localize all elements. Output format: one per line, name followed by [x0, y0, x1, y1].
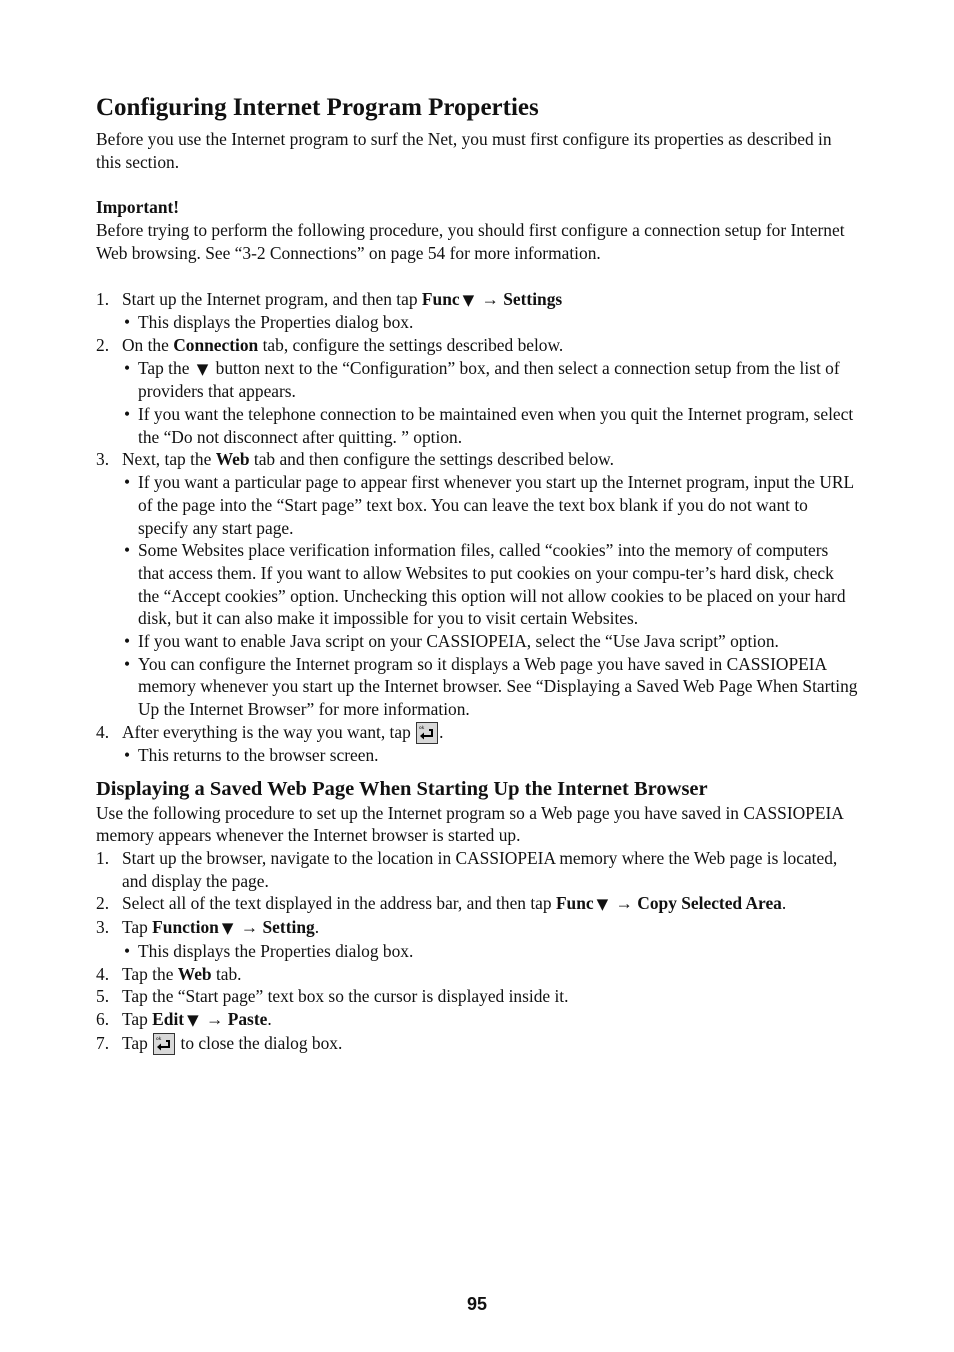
procedure-list-2 [96, 847, 858, 1055]
list-item: • Some Websites place verification information files, called “cookies” into the memory of computers that access them. If you want to allow Websites to put cookies on your compu-ter’s hard disk, check the “Accept cookies” option. Unchecking this option will not allow cookies to be placed on your hard disk, but it can also make it impossible for you to visit certain Websites. [122, 539, 858, 630]
list-item: • You can configure the Internet program so it displays a Web page you have saved in CASSIOPEIA memory whenever you start up the Internet browser. See “Displaying a Saved Web Page When Starting Up the Internet Browser” for more information. [122, 653, 858, 721]
triangle-down-icon: ▼ [596, 895, 609, 914]
page-number: 95 [466, 1294, 488, 1314]
list-item: • If you want to enable Java script on your CASSIOPEIA, select the “Use Java script” option. [122, 630, 858, 653]
step-6: 6. Tap Edit ▼ → Paste. [96, 1008, 272, 1029]
procedure-list [96, 288, 858, 767]
page-content [96, 92, 858, 1055]
triangle-down-icon: ▼ [462, 290, 475, 309]
subsection-intro: Use the following procedure to set up the Internet program so a Web page you have saved in CASSIOPEIA memory appears whenever the Internet browser is started up. [96, 802, 843, 846]
step-3: 3. Next, tap the Web tab and then configure the settings described below. • If you want a particular page to appear first whenever you start up the Internet program, input the URL of the page into the “Start page” text box. You can leave the text box blank if you do not want to specify any start page. • Some Websites place verification information files, called “cookies” into the memory of computers that access them. If you want to allow Websites to put cookies on your compu-ter’s hard disk, check the “Accept cookies” option. Unchecking this option will not allow cookies to be placed on your hard disk, but it can also make it impossible for you to visit certain Websites. • If you want to enable Java script on your CASSIOPEIA, select the “Use Java script” option. • You can configure the Internet program so it displays a Web page you have saved in CASSIOPEIA memory whenever you start up the Internet browser. See “Displaying a Saved Web Page When Starting Up the Internet Browser” for more information. [96, 448, 858, 720]
triangle-down-icon: ▼ [187, 1010, 199, 1029]
triangle-down-icon: ▼ [196, 359, 209, 378]
step-5: 5. Tap the “Start page” text box so the cursor is displayed inside it. [96, 986, 569, 1007]
section-title: Configuring Internet Program Properties [96, 94, 539, 121]
section-intro: Before you use the Internet program to surf the Net, you must first configure its properties as described in this section. [96, 129, 832, 172]
step-4: 4. After everything is the way you want, tap ok . • This returns to the browser screen. [96, 721, 858, 767]
list-item: • If you want a particular page to appear first whenever you start up the Internet program, input the URL of the page into the “Start page” text box. You can leave the text box blank if you do not want to specify any start page. [122, 471, 858, 539]
step-3: 3. Tap Function ▼ → Setting. • This displays the Properties dialog box. [96, 916, 858, 962]
important-label: Important! [96, 197, 180, 218]
triangle-down-icon: ▼ [221, 919, 234, 938]
subsection-title: Displaying a Saved Web Page When Starting Up the Internet Browser [96, 777, 708, 800]
ok-return-icon[interactable] [416, 722, 438, 744]
step-2: 2. Select all of the text displayed in the address bar, and then tap Func ▼ → Copy Selected Area. [96, 893, 787, 914]
step-1: 1. Start up the browser, navigate to the location in CASSIOPEIA memory where the Web page is located, and display the page. [96, 847, 838, 891]
important-text: Before trying to perform the following procedure, you should first configure a connection setup for Internet Web browsing. See “3-2 Connections” on page 54 for more information. [96, 220, 845, 263]
list-item: • This displays the Properties dialog box. [122, 311, 858, 334]
svg-text:ok: ok [156, 1036, 162, 1042]
list-item: • If you want the telephone connection to be maintained even when you quit the Internet program, select the “Do not disconnect after quitting. ” option. [122, 403, 858, 448]
list-item: • Tap the ▼ button next to the “Configuration” box, and then select a connection setup from the list of providers that appears. [122, 357, 858, 403]
list-item: • This returns to the browser screen. [122, 744, 858, 767]
ok-return-icon[interactable] [153, 1033, 175, 1055]
step-7: 7. Tap ok to close the dialog box. [96, 1032, 343, 1053]
svg-text:ok: ok [419, 725, 425, 731]
list-item: • This displays the Properties dialog box. [122, 940, 858, 963]
step-4: 4. Tap the Web tab. [96, 963, 242, 984]
step-2: 2. On the Connection tab, configure the settings described below. • Tap the ▼ button next to the “Configuration” box, and then select a connection setup from the list of providers that appears. • If you want the telephone connection to be maintained even when you quit the Internet program, select the “Do not disconnect after quitting. ” option. [96, 334, 858, 449]
step-1: 1. Start up the Internet program, and then tap Func ▼ → Settings • This displays the Properties dialog box. [96, 288, 858, 334]
